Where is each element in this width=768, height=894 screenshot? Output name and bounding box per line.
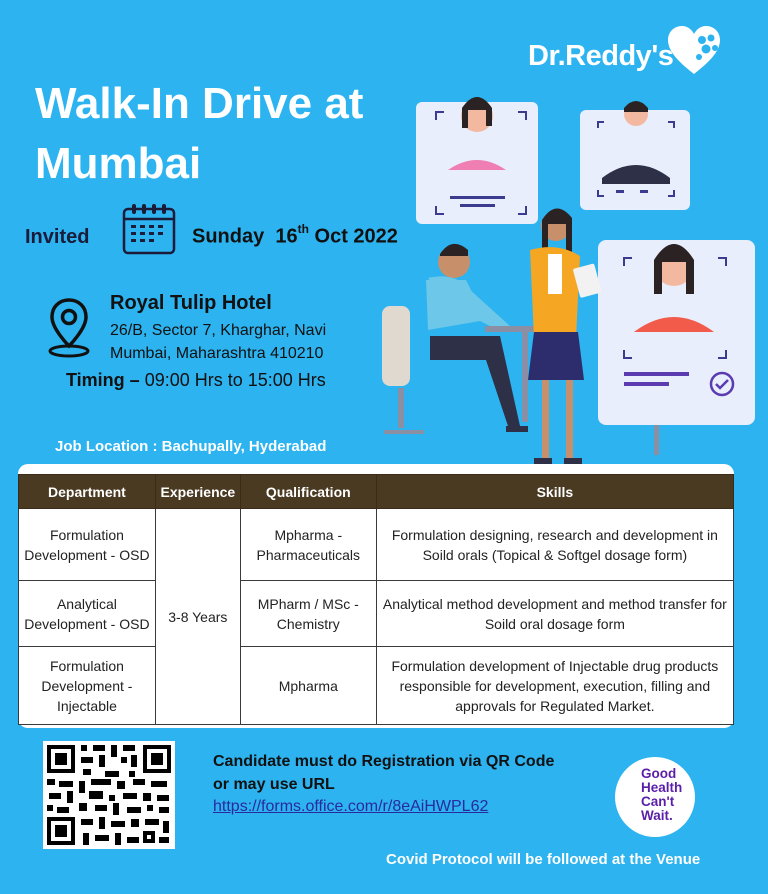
calendar-icon (122, 203, 176, 260)
cell-department: Analytical Development - OSD (19, 581, 156, 647)
table-header-row (19, 475, 734, 509)
good-health-badge (615, 757, 695, 837)
jobs-table (18, 474, 734, 725)
event-day: Sunday (192, 225, 265, 248)
cell-qualification: Mpharma - Pharmaceuticals (240, 509, 376, 581)
venue-name: Royal Tulip Hotel (110, 292, 272, 314)
cell-department: Formulation Development - Injectable (19, 647, 156, 725)
table-row (19, 581, 734, 647)
venue-address: 26/B, Sector 7, Kharghar, Navi Mumbai, Maharashtra 410210 (110, 322, 327, 362)
cell-qualification: Mpharma (240, 647, 376, 725)
header-skills: Skills (376, 475, 733, 509)
registration-link[interactable]: https://forms.office.com/r/8eAiHWPL62 (213, 798, 489, 815)
event-month-year: Oct 2022 (314, 225, 398, 248)
location-pin-icon (46, 296, 92, 363)
office-illustration (370, 70, 765, 480)
qr-code[interactable] (43, 741, 175, 849)
badge-line4: Wait. (641, 808, 673, 823)
covid-note: Covid Protocol will be followed at the Venue (386, 851, 701, 868)
badge-line2: Health (641, 780, 683, 795)
timing (66, 370, 326, 391)
header-department: Department (19, 475, 156, 509)
brand-name: Dr.Reddy's (528, 40, 674, 72)
timing-label: Timing – (66, 370, 140, 390)
timing-value: 09:00 Hrs to 15:00 Hrs (144, 370, 326, 390)
header-experience: Experience (155, 475, 240, 509)
cell-department: Formulation Development - OSD (19, 509, 156, 581)
cell-skills: Formulation designing, research and development in Soild orals (Topical & Softgel dosage form) (376, 509, 733, 581)
invited-label: Invited (25, 226, 90, 248)
registration-text (213, 750, 554, 796)
event-day-suffix: th (297, 222, 309, 236)
event-date (192, 224, 398, 249)
table-row (19, 647, 734, 725)
job-location: Job Location : Bachupally, Hyderabad (55, 438, 327, 455)
registration-line2: or may use URL (213, 776, 335, 793)
badge-line3: Can't (641, 794, 675, 809)
cell-skills: Formulation development of Injectable drug products responsible for development, execution, filling and approvals for Regulated Market. (376, 647, 733, 725)
event-day-number: 16 (275, 225, 298, 248)
cell-qualification: MPharm / MSc - Chemistry (240, 581, 376, 647)
registration-line1: Candidate must do Registration via QR Code (213, 753, 555, 770)
header-qualification: Qualification (240, 475, 376, 509)
cell-experience: 3-8 Years (155, 509, 240, 725)
table-row (19, 509, 734, 581)
badge-line1: Good (641, 766, 677, 781)
page-title: Walk-In Drive at Mumbai (35, 79, 364, 188)
cell-skills: Analytical method development and method transfer for Soild oral dosage form (376, 581, 733, 647)
